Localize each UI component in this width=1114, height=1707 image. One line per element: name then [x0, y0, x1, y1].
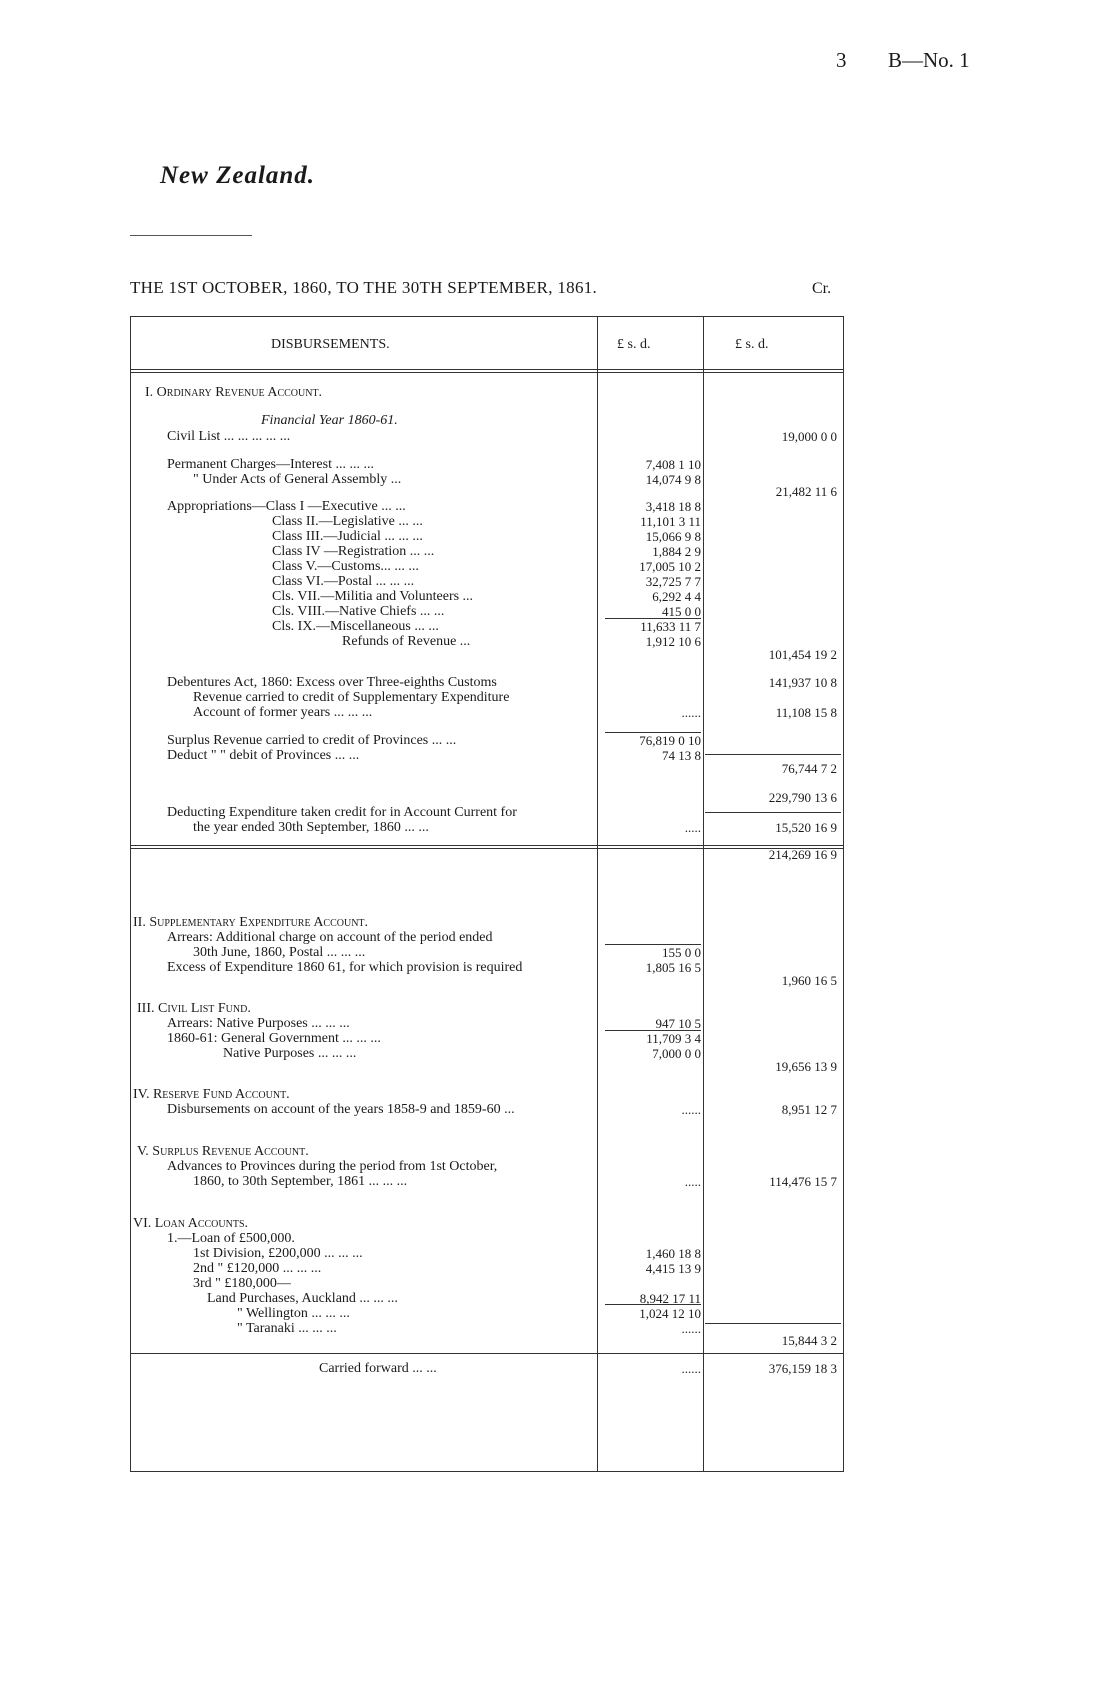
sum-rule — [605, 618, 701, 619]
table-bottom-rule — [131, 1353, 843, 1354]
item-amount: 1,884 2 9 — [652, 544, 701, 559]
item-amount: 1,805 16 5 — [645, 960, 701, 975]
column-rule — [703, 317, 704, 1471]
ledger-entry-label: Native Purposes ... ... ... — [223, 1046, 357, 1061]
document-reference: B—No. 1 — [888, 48, 970, 72]
section-separator — [131, 845, 843, 846]
total-amount: 101,454 19 2 — [768, 647, 837, 662]
ledger-entry-label: Advances to Provinces during the period from 1st October, — [167, 1159, 498, 1174]
ledger-entry-label: 1st Division, £200,000 ... ... ... — [193, 1246, 363, 1261]
item-amount: ..... — [684, 1174, 701, 1189]
item-amount: 1,912 10 6 — [645, 634, 701, 649]
ledger-entry-label: 2nd " £120,000 ... ... ... — [193, 1261, 322, 1276]
country-heading: New Zealand. — [160, 162, 316, 189]
ledger-entry-label: Account of former years ... ... ... — [193, 705, 373, 720]
ledger-entry-label: Arrears: Native Purposes ... ... ... — [167, 1016, 350, 1031]
disbursements-table — [130, 316, 844, 1472]
item-amount: 11,633 11 7 — [640, 619, 701, 634]
ledger-entry-label: Class IV —Registration ... ... — [272, 544, 435, 559]
page-number: 3 — [836, 48, 847, 72]
ledger-entry-label: Carried forward ... ... — [319, 1361, 437, 1376]
ledger-entry-label: Cls. IX.—Miscellaneous ... ... — [272, 619, 439, 634]
ledger-entry-label: Cls. VIII.—Native Chiefs ... ... — [272, 604, 445, 619]
total-amount: 229,790 13 6 — [768, 790, 837, 805]
item-amount: 11,101 3 11 — [640, 514, 701, 529]
ledger-entry-label: 1860, to 30th September, 1861 ... ... ... — [193, 1174, 408, 1189]
item-amount: 4,415 13 9 — [645, 1261, 701, 1276]
column-header-currency: £ s. d. — [617, 337, 651, 352]
total-amount: 1,960 16 5 — [781, 973, 837, 988]
ledger-entry-label: 30th June, 1860, Postal ... ... ... — [193, 945, 366, 960]
ledger-entry-label: Class II.—Legislative ... ... — [272, 514, 423, 529]
item-amount: ...... — [681, 1361, 701, 1376]
section-heading: II. Supplementary Expenditure Account. — [133, 915, 369, 930]
ledger-entry-label: Permanent Charges—Interest ... ... ... — [167, 457, 374, 472]
sum-rule — [605, 1304, 701, 1305]
total-amount: 141,937 10 8 — [768, 675, 837, 690]
credit-side-label: Cr. — [812, 280, 832, 297]
ledger-entry-label: the year ended 30th September, 1860 ... ... — [193, 820, 429, 835]
ledger-entry-label: Deduct " " debit of Provinces ... ... — [167, 748, 360, 763]
item-amount: 11,709 3 4 — [646, 1031, 701, 1046]
ledger-entry-label: Civil List ... ... ... ... ... — [167, 429, 291, 444]
sum-rule — [605, 944, 701, 945]
total-amount: 11,108 15 8 — [775, 705, 837, 720]
header-rule — [131, 372, 843, 373]
section-heading: VI. Loan Accounts. — [133, 1216, 249, 1231]
item-amount: 14,074 9 8 — [645, 472, 701, 487]
ledger-entry-label: Class III.—Judicial ... ... ... — [272, 529, 423, 544]
total-amount: 114,476 15 7 — [769, 1174, 837, 1189]
header-rule — [131, 369, 843, 370]
ledger-entry-label: 1860-61: General Government ... ... ... — [167, 1031, 381, 1046]
item-amount: 32,725 7 7 — [645, 574, 701, 589]
sum-rule — [705, 812, 841, 813]
section-separator — [131, 848, 843, 849]
sum-rule — [605, 732, 701, 733]
item-amount: ...... — [681, 705, 701, 720]
ledger-entry-label: Financial Year 1860-61. — [261, 413, 398, 428]
ledger-entry-label: Disbursements on account of the years 1858-9 and 1859-60 ... — [167, 1102, 515, 1117]
ledger-entry-label: Arrears: Additional charge on account of the period ended — [167, 930, 493, 945]
item-amount: 1,024 12 10 — [639, 1306, 701, 1321]
item-amount: ..... — [684, 820, 701, 835]
ledger-entry-label: " Wellington ... ... ... — [237, 1306, 350, 1321]
column-header-disbursements: DISBURSEMENTS. — [271, 337, 390, 352]
ledger-entry-label: " Taranaki ... ... ... — [237, 1321, 337, 1336]
item-amount: 76,819 0 10 — [639, 733, 701, 748]
ledger-entry-label: 1.—Loan of £500,000. — [167, 1231, 295, 1246]
column-rule — [597, 317, 598, 1471]
total-amount: 15,844 3 2 — [781, 1333, 837, 1348]
ledger-entry-label: Cls. VII.—Militia and Volunteers ... — [272, 589, 474, 604]
total-amount: 76,744 7 2 — [781, 761, 837, 776]
total-amount: 19,656 13 9 — [775, 1059, 837, 1074]
account-period: THE 1ST OCTOBER, 1860, TO THE 30TH SEPTEMBER, 1861. — [130, 278, 598, 297]
sum-rule — [705, 754, 841, 755]
ledger-entry-label: Debentures Act, 1860: Excess over Three-eighths Customs — [167, 675, 497, 690]
item-amount: 947 10 5 — [655, 1016, 701, 1031]
ledger-entry-label: Surplus Revenue carried to credit of Provinces ... ... — [167, 733, 457, 748]
heading-rule — [130, 235, 252, 236]
ledger-entry-label: " Under Acts of General Assembly ... — [193, 472, 402, 487]
item-amount: 415 0 0 — [662, 604, 701, 619]
section-heading: V. Surplus Revenue Account. — [137, 1144, 309, 1159]
item-amount: ...... — [681, 1321, 701, 1336]
total-amount: 376,159 18 3 — [768, 1361, 837, 1376]
section-heading: IV. Reserve Fund Account. — [133, 1087, 290, 1102]
item-amount: 8,942 17 11 — [639, 1291, 701, 1306]
ledger-entry-label: Deducting Expenditure taken credit for in Account Current for — [167, 805, 517, 820]
sum-rule — [605, 1030, 701, 1031]
ledger-entry-label: Class V.—Customs... ... ... — [272, 559, 419, 574]
item-amount: 15,066 9 8 — [645, 529, 701, 544]
total-amount: 8,951 12 7 — [781, 1102, 837, 1117]
item-amount: 17,005 10 2 — [639, 559, 701, 574]
ledger-entry-label: Excess of Expenditure 1860 61, for which provision is required — [167, 960, 523, 975]
total-amount: 214,269 16 9 — [768, 847, 837, 862]
ledger-entry-label: Revenue carried to credit of Supplementary Expenditure — [193, 690, 510, 705]
item-amount: 3,418 18 8 — [645, 499, 701, 514]
ledger-entry-label: Class VI.—Postal ... ... ... — [272, 574, 415, 589]
section-heading: I. Ordinary Revenue Account. — [145, 385, 323, 400]
item-amount: 74 13 8 — [662, 748, 701, 763]
item-amount: 155 0 0 — [662, 945, 701, 960]
item-amount: 7,000 0 0 — [652, 1046, 701, 1061]
item-amount: ...... — [681, 1102, 701, 1117]
item-amount: 1,460 18 8 — [645, 1246, 701, 1261]
ledger-entry-label: 3rd " £180,000— — [193, 1276, 291, 1291]
total-amount: 19,000 0 0 — [781, 429, 837, 444]
total-amount: 15,520 16 9 — [775, 820, 837, 835]
sum-rule — [705, 1323, 841, 1324]
item-amount: 7,408 1 10 — [645, 457, 701, 472]
ledger-entry-label: Land Purchases, Auckland ... ... ... — [207, 1291, 398, 1306]
column-header-currency: £ s. d. — [735, 337, 769, 352]
item-amount: 6,292 4 4 — [652, 589, 701, 604]
ledger-entry-label: Appropriations—Class I —Executive ... ... — [167, 499, 406, 514]
section-heading: III. Civil List Fund. — [137, 1001, 251, 1016]
ledger-entry-label: Refunds of Revenue ... — [342, 634, 471, 649]
total-amount: 21,482 11 6 — [775, 484, 837, 499]
